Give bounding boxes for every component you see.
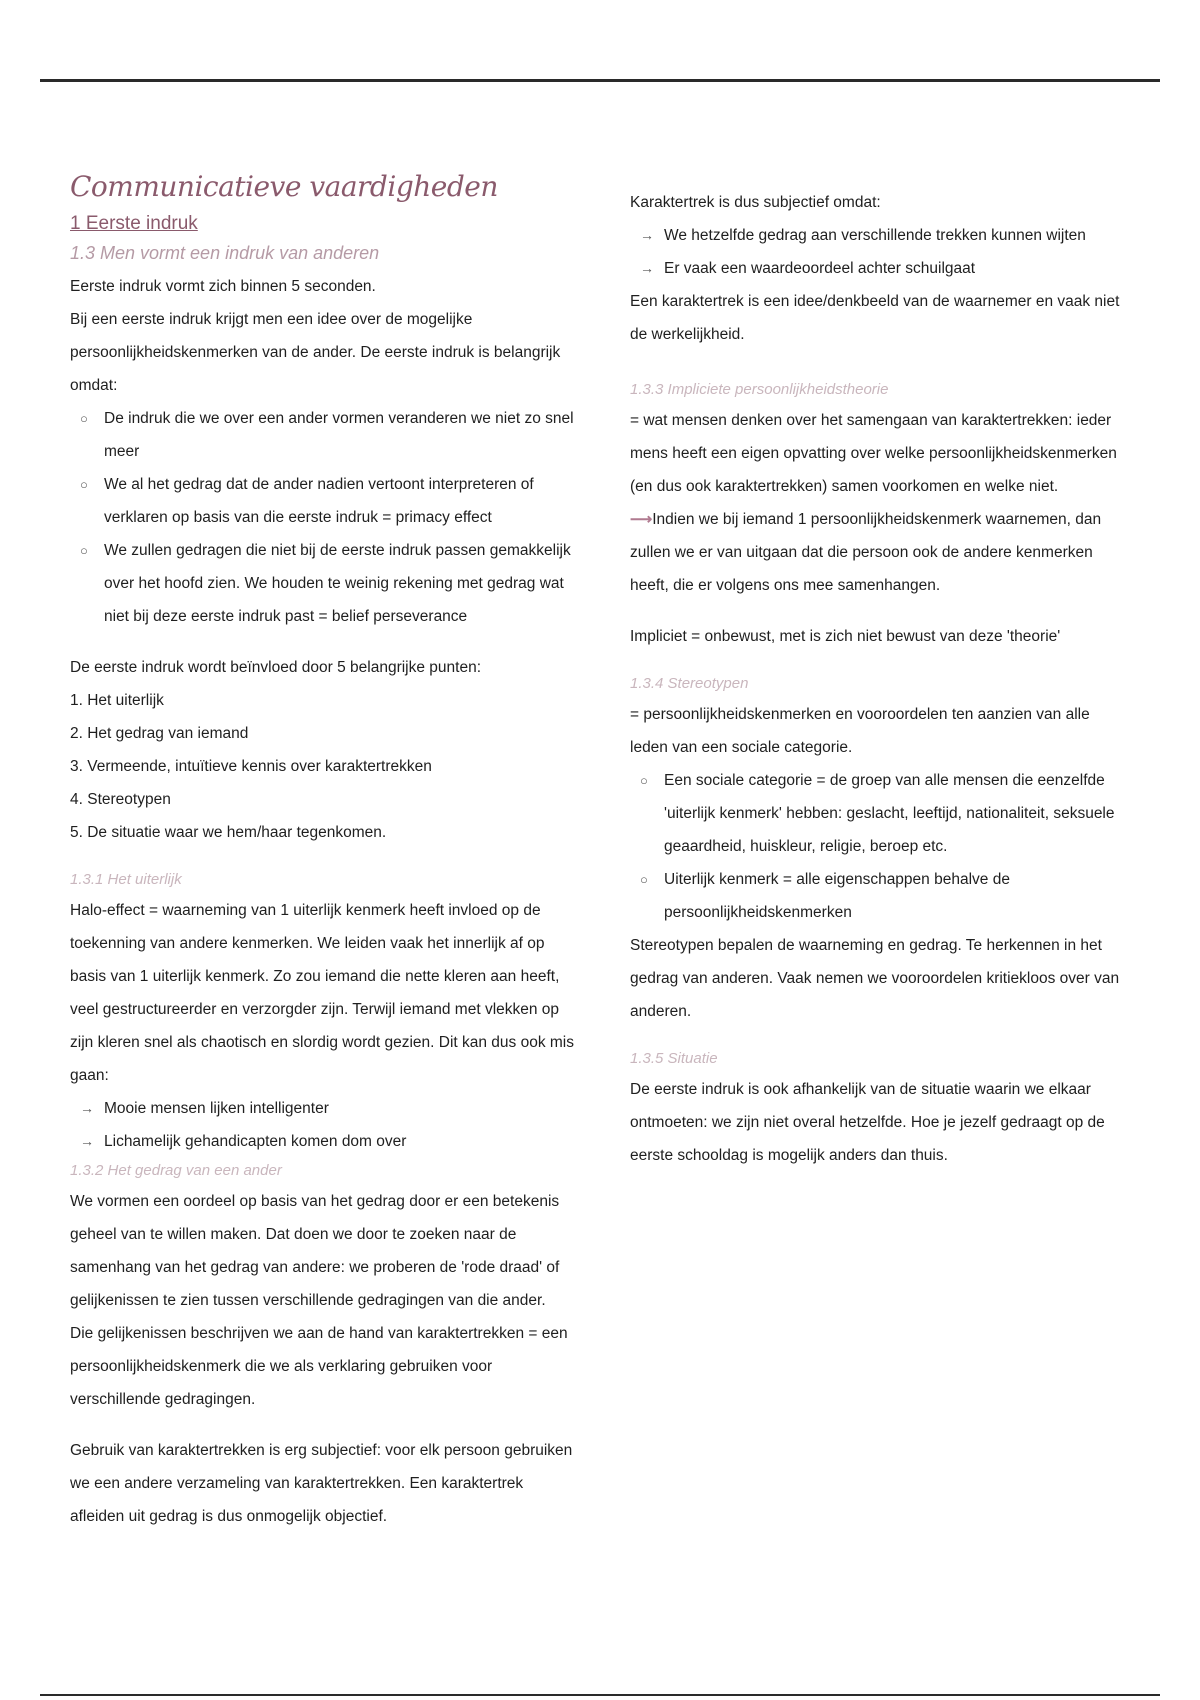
paragraph: Gebruik van karaktertrekken is erg subjectief: voor elk persoon gebruiken we een andere verzameling van karaktertrekken. Een karaktertrek afleiden uit gedrag is dus onmogelijk objectief. [70, 1442, 573, 1525]
list-item: ○ De indruk die we over een ander vormen veranderen we niet zo snel meer [70, 402, 580, 468]
document-title: Communicatieve vaardigheden [70, 170, 498, 203]
list-item: → We hetzelfde gedrag aan verschillende trekken kunnen wijten [630, 219, 1120, 252]
right-column [630, 186, 1120, 1172]
paragraph: Stereotypen bepalen de waarneming en gedrag. Te herkennen in het gedrag van anderen. Vaak nemen we vooroordelen kritiekloos over van anderen. [630, 937, 1120, 1020]
list-item: → Lichamelijk gehandicapten komen dom over [70, 1125, 580, 1158]
list-item: → Mooie mensen lijken intelligenter [70, 1092, 580, 1125]
circle-bullet-icon: ○ [80, 411, 88, 426]
heading-gedrag-van-ander: 1.3.2 Het gedrag van een ander [70, 1162, 282, 1179]
numbered-point: 5. De situatie waar we hem/haar tegenkomen. [70, 824, 387, 841]
paragraph: = persoonlijkheidskenmerken en vooroordelen ten aanzien van alle leden van een sociale categorie. [630, 706, 1090, 756]
list-item: ○ Een sociale categorie = de groep van alle mensen die eenzelfde 'uiterlijk kenmerk' hebben: geslacht, leeftijd, nationaliteit, seksuele geaardheid, huiskleur, religie, beroep etc. [630, 764, 1120, 863]
paragraph: Eerste indruk vormt zich binnen 5 seconden. [70, 278, 376, 295]
circle-bullet-icon: ○ [640, 773, 648, 788]
halo-list [70, 1092, 580, 1158]
paragraph: Een karaktertrek is een idee/denkbeeld van de waarnemer en vaak niet de werkelijkheid. [630, 293, 1120, 343]
paragraph: Bij een eerste indruk krijgt men een idee over de mogelijke persoonlijkheidskenmerken van de ander. De eerste indruk is belangrijk omdat: [70, 311, 561, 394]
list-item: ○ We al het gedrag dat de ander nadien vertoont interpreteren of verklaren op basis van die eerste indruk = primacy effect [70, 468, 580, 534]
circle-bullet-icon: ○ [80, 477, 88, 492]
arrow-right-icon: → [640, 260, 654, 276]
paragraph: Die gelijkenissen beschrijven we aan de hand van karaktertrekken = een persoonlijkheidskenmerk die we als verklaring gebruiken voor verschillende gedragingen. [70, 1325, 568, 1408]
top-rule [40, 79, 1160, 82]
arrow-right-icon: → [80, 1100, 94, 1116]
numbered-point: 1. Het uiterlijk [70, 692, 164, 709]
arrow-right-icon: → [80, 1133, 94, 1149]
bottom-rule [40, 1694, 1160, 1696]
paragraph: Karaktertrek is dus subjectief omdat: [630, 194, 881, 211]
circle-bullet-icon: ○ [640, 872, 648, 887]
paragraph: Impliciet = onbewust, met is zich niet bewust van deze 'theorie' [630, 628, 1061, 645]
list-item: ○ Uiterlijk kenmerk = alle eigenschappen behalve de persoonlijkheidskenmerken [630, 863, 1120, 929]
list-item: → Er vaak een waardeoordeel achter schuilgaat [630, 252, 1120, 285]
stereotypes-list [630, 764, 1120, 929]
subjective-list [630, 219, 1120, 285]
heading-men-vormt-indruk: 1.3 Men vormt een indruk van anderen [70, 243, 380, 263]
heading-eerste-indruk: 1 Eerste indruk [70, 213, 198, 234]
list-item: ○ We zullen gedragen die niet bij de eerste indruk passen gemakkelijk over het hoofd zien. We houden te weinig rekening met gedrag wat niet bij deze eerste indruk past = belief perseverance [70, 534, 580, 633]
left-column [70, 170, 580, 1533]
circle-bullet-icon: ○ [80, 543, 88, 558]
paragraph: Halo-effect = waarneming van 1 uiterlijk kenmerk heeft invloed op de toekenning van andere kenmerken. We leiden vaak het innerlijk af op basis van 1 uiterlijk kenmerk. Zo zou iemand die nette kleren aan heeft, veel gestructureerder en verzorgder zijn. Terwijl iemand met vlekken op zijn kleren snel als chaotisch en slordig wordt gezien. Dit kan dus ook mis gaan: [70, 902, 574, 1084]
reasons-list [70, 402, 580, 633]
paragraph: We vormen een oordeel op basis van het gedrag door er een betekenis geheel van te willen maken. Dat doen we door te zoeken naar de samenhang van het gedrag van andere: we proberen de 'rode draad' of gelijkenissen te zien tussen verschillende gedragingen van die ander. [70, 1193, 560, 1309]
heading-situatie: 1.3.5 Situatie [630, 1050, 718, 1067]
numbered-point: 2. Het gedrag van iemand [70, 725, 249, 742]
paragraph: = wat mensen denken over het samengaan van karaktertrekken: ieder mens heeft een eigen opvatting over welke persoonlijkheidskenmerken (en dus ook karaktertrekken) samen voorkomen en welke niet. [630, 412, 1117, 495]
paragraph: ⟶Indien we bij iemand 1 persoonlijkheidskenmerk waarnemen, dan zullen we er van uitgaan dat die persoon ook de andere kenmerken heeft, die er volgens ons mee samenhangen. [630, 511, 1102, 594]
arrow-right-icon: ⟶ [630, 511, 653, 528]
numbered-point: 3. Vermeende, intuïtieve kennis over karaktertrekken [70, 758, 432, 775]
heading-impliciete-theorie: 1.3.3 Impliciete persoonlijkheidstheorie [630, 381, 889, 398]
paragraph: De eerste indruk wordt beïnvloed door 5 belangrijke punten: [70, 659, 482, 676]
numbered-point: 4. Stereotypen [70, 791, 171, 808]
heading-stereotypen: 1.3.4 Stereotypen [630, 675, 749, 692]
paragraph: De eerste indruk is ook afhankelijk van de situatie waarin we elkaar ontmoeten: we zijn niet overal hetzelfde. Hoe je jezelf gedraagt op de eerste schooldag is mogelijk anders dan thuis. [630, 1081, 1105, 1164]
heading-het-uiterlijk: 1.3.1 Het uiterlijk [70, 871, 182, 888]
arrow-right-icon: → [640, 227, 654, 243]
